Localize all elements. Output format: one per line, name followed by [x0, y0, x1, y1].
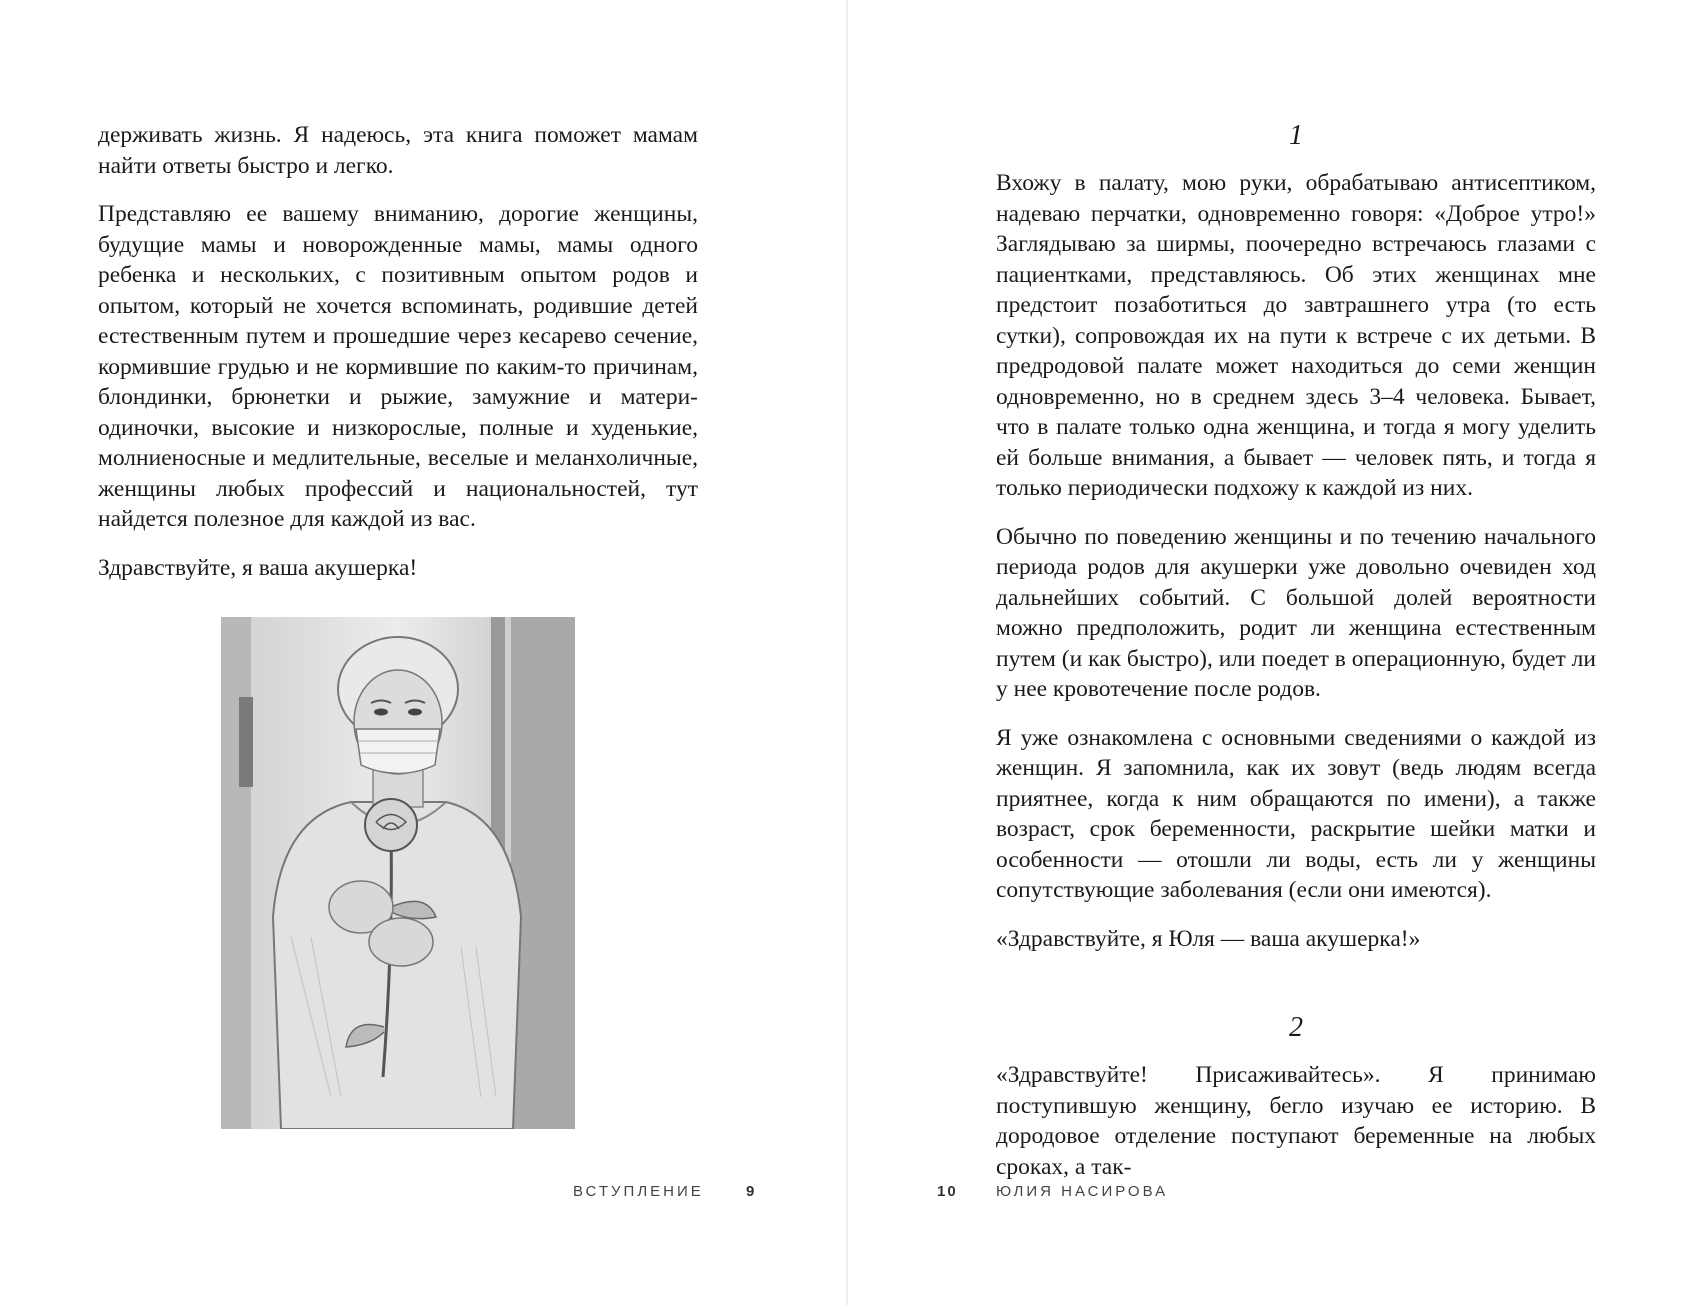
right-paragraph-4: «Здравствуйте, я Юля — ваша акушерка!» — [996, 925, 1421, 952]
left-paragraph-2: Представляю ее вашему вниманию, дорогие женщины, будущие мамы и новорожденные мамы, мамы одного ребенка и нескольких, с позитивным опытом родов и опытом, который не хочется вспоминать, родившие детей естественным путем и прошедшие через кесарево сечение, кормившие грудью и не кормившие по каким-то причинам, блондинки, брюнетки и рыжие, замужние и матери-одиночки, высокие и низкорослые, полные и худенькие, молниеносные и медлительные, веселые и меланхоличные, женщины любых профессий и национальностей, тут найдется полезное для каждой из вас. — [98, 201, 698, 532]
left-page — [0, 0, 846, 1305]
right-page-number: 10 — [937, 1183, 958, 1200]
right-page-text — [996, 120, 1596, 1200]
chapter-number-2: 2 — [1289, 1012, 1303, 1043]
left-page-text — [98, 120, 698, 601]
right-running-footer: ЮЛИЯ НАСИРОВА — [996, 1183, 1169, 1200]
left-running-footer: ВСТУПЛЕНИЕ — [573, 1183, 704, 1200]
right-paragraph-2: Обычно по поведению женщины и по течению начального периода родов для акушерки уже довольно очевиден ход дальнейших событий. С большой долей вероятности можно предположить, родит ли женщина естественным путем (и как быстро), или поедет в операционную, будет ли у нее кровотечение после родов. — [996, 523, 1596, 702]
right-paragraph-5: «Здравствуйте! Присаживайтесь». Я принимаю поступившую женщину, бегло изучаю ее историю. В дородовое отделение поступают беременные на любых сроках, а так- — [996, 1062, 1596, 1180]
right-paragraph-3: Я уже ознакомлена с основными сведениями о каждой из женщин. Я запомнила, как их зовут (ведь людям всегда приятнее, когда к ним обращаются по имени), а также возраст, срок беременности, раскрытие шейки матки и особенности — отошли ли воды, есть ли у женщины сопутствующие заболевания (если они имеются). — [996, 724, 1596, 903]
left-page-number: 9 — [746, 1183, 756, 1200]
midwife-illustration — [221, 617, 575, 1129]
midwife-sketch-icon — [221, 617, 575, 1129]
right-paragraph-1: Вхожу в палату, мою руки, обрабатываю антисептиком, надеваю перчатки, одновременно говоря: «Доброе утро!» Заглядываю за ширмы, поочередно встречаюсь глазами с пациентками, представляюсь. Об этих женщинах мне предстоит позаботиться до завтрашнего утра (то есть сутки), сопровождая их на пути к встрече с их детьми. В предродовой палате может находиться до семи женщин одновременно, но в среднем здесь 3–4 человека. Бывает, что в палате только одна женщина, и тогда я могу уделить ей больше внимания, а бывает — человек пять, и тогда я только периодически подхожу к каждой из них. — [996, 170, 1596, 501]
left-paragraph-1: держивать жизнь. Я надеюсь, эта книга поможет мамам найти ответы быстро и легко. — [98, 122, 698, 179]
chapter-gap — [996, 972, 1596, 1012]
left-paragraph-3: Здравствуйте, я ваша акушерка! — [98, 554, 418, 581]
chapter-number-1: 1 — [1289, 120, 1303, 151]
